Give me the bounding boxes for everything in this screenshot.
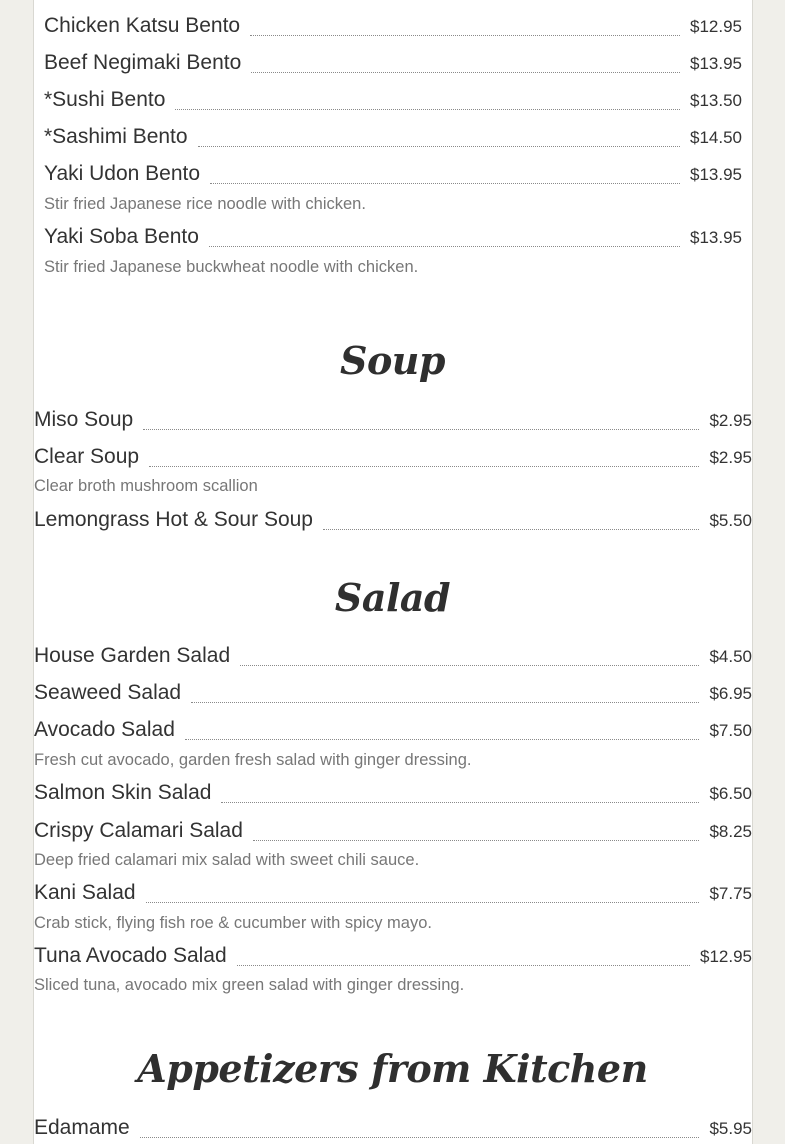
leader-dots <box>143 428 699 430</box>
item-price: $12.95 <box>700 947 752 966</box>
item-name: Chicken Katsu Bento <box>44 14 241 37</box>
item-name: Edamame <box>34 1116 130 1139</box>
leader-dots <box>198 145 680 147</box>
leader-dots <box>209 245 680 247</box>
section-title-appetizers: Appetizers from Kitchen <box>137 1046 648 1091</box>
item-price: $2.95 <box>709 411 752 430</box>
menu-item-seaweed-salad <box>34 681 752 705</box>
item-price: $12.95 <box>690 17 742 36</box>
item-name: Beef Negimaki Bento <box>44 51 242 74</box>
item-description: Stir fried Japanese buckwheat noodle with chicken. <box>44 258 419 276</box>
leader-dots <box>237 964 690 966</box>
leader-dots <box>140 1136 700 1138</box>
leader-dots <box>191 701 699 703</box>
leader-dots <box>253 839 700 841</box>
item-name: Yaki Udon Bento <box>44 162 201 185</box>
menu-item-clear-soup <box>34 445 752 469</box>
menu-item-lemongrass-soup <box>34 508 752 532</box>
menu-item-edamame <box>34 1116 752 1140</box>
menu-item-house-garden-salad <box>34 644 752 668</box>
item-price: $7.50 <box>709 721 752 740</box>
item-price: $6.50 <box>709 784 752 803</box>
item-name: Tuna Avocado Salad <box>34 944 227 967</box>
menu-item-miso-soup <box>34 408 752 432</box>
leader-dots <box>210 182 680 184</box>
item-name: Yaki Soba Bento <box>44 225 199 248</box>
item-price: $13.95 <box>690 165 742 184</box>
item-name: Lemongrass Hot & Sour Soup <box>34 508 313 531</box>
item-price: $6.95 <box>709 684 752 703</box>
item-name: *Sashimi Bento <box>44 125 188 148</box>
leader-dots <box>146 901 700 903</box>
leader-dots <box>251 71 680 73</box>
menu-item-sashimi-bento <box>44 125 742 149</box>
item-name: Kani Salad <box>34 881 136 904</box>
item-name: Avocado Salad <box>34 718 175 741</box>
menu-item-tuna-avocado-salad <box>34 944 752 968</box>
item-price: $5.95 <box>709 1119 752 1138</box>
item-name: Miso Soup <box>34 408 134 431</box>
item-description: Crab stick, flying fish roe & cucumber with spicy mayo. <box>34 914 432 932</box>
leader-dots <box>250 34 680 36</box>
item-name: House Garden Salad <box>34 644 231 667</box>
item-price: $8.25 <box>709 822 752 841</box>
leader-dots <box>175 108 680 110</box>
leader-dots <box>149 465 699 467</box>
item-name: Clear Soup <box>34 445 140 468</box>
menu-item-sushi-bento <box>44 88 742 112</box>
item-name: Salmon Skin Salad <box>34 781 212 804</box>
item-description: Deep fried calamari mix salad with sweet chili sauce. <box>34 851 420 869</box>
item-description: Fresh cut avocado, garden fresh salad with ginger dressing. <box>34 751 472 769</box>
leader-dots <box>240 664 699 666</box>
menu-item-avocado-salad <box>34 718 752 742</box>
item-price: $2.95 <box>709 448 752 467</box>
item-price: $14.50 <box>690 128 742 147</box>
leader-dots <box>185 738 700 740</box>
leader-dots <box>221 801 699 803</box>
item-description: Stir fried Japanese rice noodle with chicken. <box>44 195 366 213</box>
menu-item-crispy-calamari-salad <box>34 819 752 843</box>
menu-item-chicken-katsu-bento <box>44 14 742 38</box>
item-price: $13.50 <box>690 91 742 110</box>
item-name: *Sushi Bento <box>44 88 166 111</box>
menu-item-yaki-udon-bento <box>44 162 742 186</box>
item-price: $4.50 <box>709 647 752 666</box>
section-title-soup: Soup <box>340 338 445 383</box>
leader-dots <box>323 528 699 530</box>
item-name: Crispy Calamari Salad <box>34 819 243 842</box>
item-name: Seaweed Salad <box>34 681 182 704</box>
item-price: $5.50 <box>709 511 752 530</box>
item-price: $13.95 <box>690 54 742 73</box>
item-price: $7.75 <box>709 884 752 903</box>
menu-item-kani-salad <box>34 881 752 905</box>
item-price: $13.95 <box>690 228 742 247</box>
menu-item-yaki-soba-bento <box>44 225 742 249</box>
section-title-salad: Salad <box>334 575 451 620</box>
menu-item-salmon-skin-salad <box>34 781 752 805</box>
menu-item-beef-negimaki-bento <box>44 51 742 75</box>
item-description: Sliced tuna, avocado mix green salad with ginger dressing. <box>34 976 465 994</box>
item-description: Clear broth mushroom scallion <box>34 477 258 495</box>
